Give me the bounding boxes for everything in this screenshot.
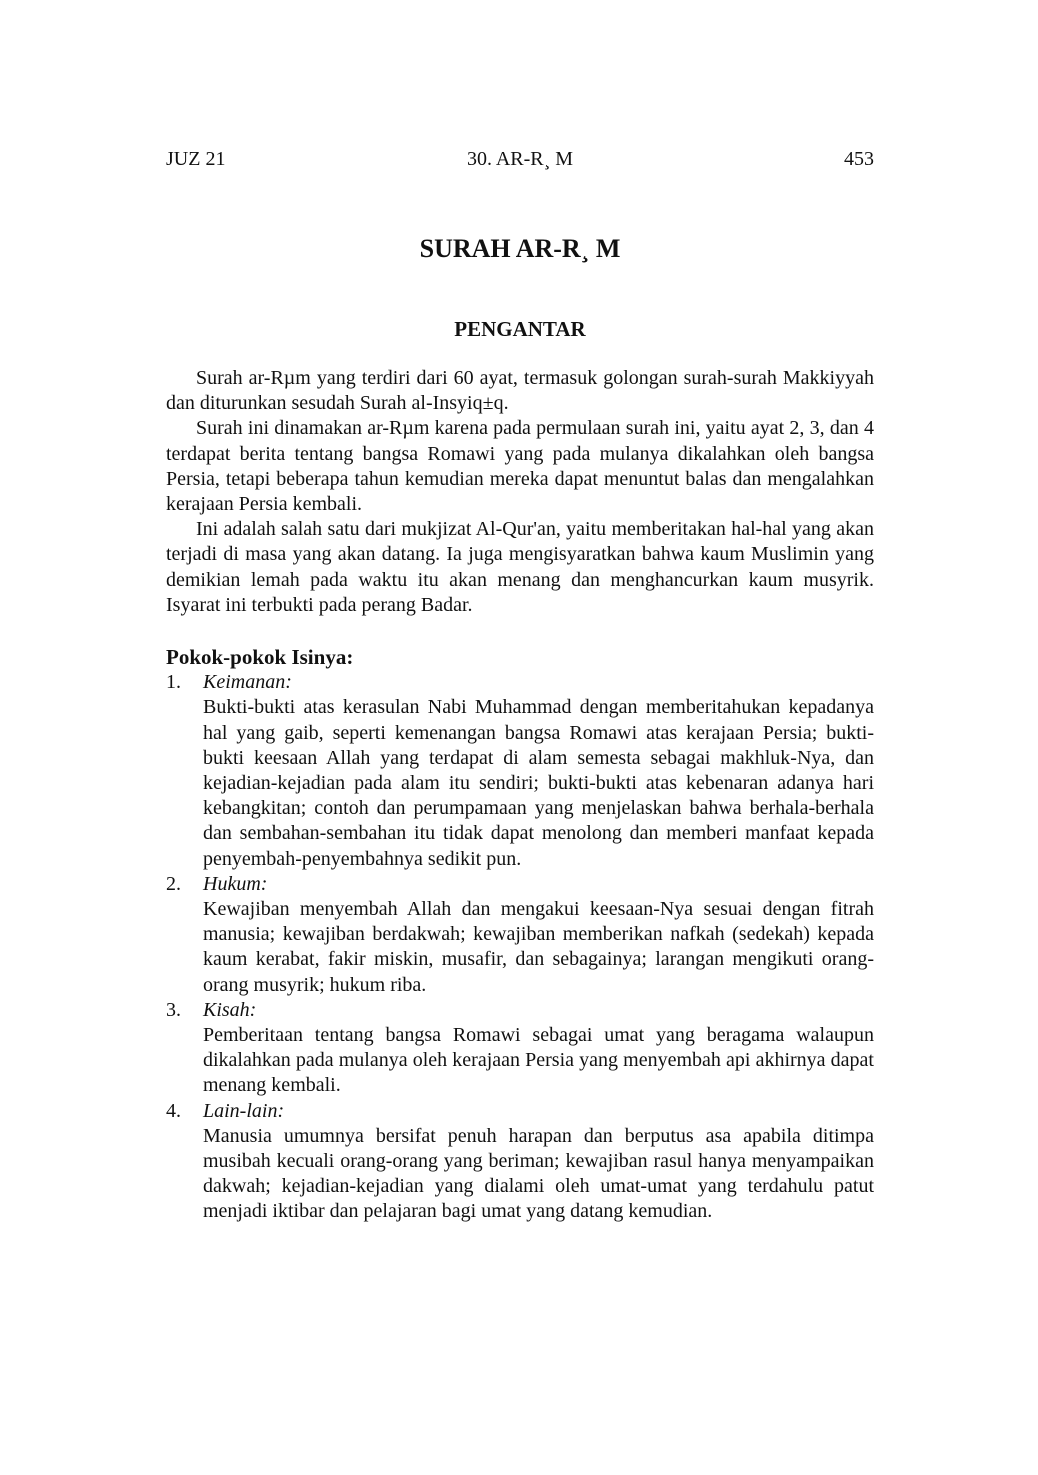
item-body: Pemberitaan tentang bangsa Romawi sebagai umat yang beragama walaupun dikalahkan pada mulanya oleh kerajaan Persia yang menyembah api akhirnya dapat menang kembali. <box>203 1024 874 1097</box>
item-title: Kisah: <box>203 998 257 1021</box>
intro-section <box>166 366 874 618</box>
intro-paragraph: Surah ini dinamakan ar-Rµm karena pada permulaan surah ini, yaitu ayat 2, 3, dan 4 terdapat berita tentang bangsa Romawi yang pada mulanya dikalahkan oleh bangsa Persia, tetapi beberapa tahun kemudian mereka dapat menuntut balas dan mengalahkan kerajaan Persia kembali. <box>166 417 874 516</box>
juz-label: JUZ 21 <box>166 148 226 170</box>
item-number: 3. <box>166 998 181 1021</box>
surah-title: SURAH AR-R¸ M <box>419 234 621 263</box>
item-number: 2. <box>166 872 181 895</box>
running-header <box>166 146 874 172</box>
item-number: 4. <box>166 1099 181 1122</box>
intro-heading: PENGANTAR <box>454 317 586 341</box>
contents-item <box>166 872 874 998</box>
contents-item <box>166 1099 874 1225</box>
intro-paragraph: Surah ar-Rµm yang terdiri dari 60 ayat, termasuk golongan surah-surah Makkiyyah dan diturunkan sesudah Surah al-Insyiq±q. <box>166 367 874 415</box>
item-number: 1. <box>166 671 181 694</box>
item-title: Lain-lain: <box>203 1099 285 1122</box>
contents-section <box>166 645 874 1225</box>
item-body: Manusia umumnya bersifat penuh harapan dan berputus asa apabila ditimpa musibah kecuali orang-orang yang beriman; kewajiban rasul hanya menyampaikan dakwah; kejadian-kejadian yang dialami oleh umat-umat yang terdahulu patut menjadi iktibar dan pelajaran bagi umat yang datang kemudian. <box>203 1124 874 1223</box>
item-title: Keimanan: <box>203 671 292 694</box>
contents-item <box>166 670 874 872</box>
contents-item <box>166 998 874 1099</box>
item-title: Hukum: <box>203 872 268 895</box>
page-number: 453 <box>844 148 874 170</box>
item-body: Kewajiban menyembah Allah dan mengakui keesaan-Nya sesuai dengan fitrah manusia; kewajiban berdakwah; kewajiban memberikan nafkah (sedekah) kepada kaum kerabat, fakir miskin, musafir, dan sebagainya; larangan mengikuti orang-orang musyrik; hukum riba. <box>203 898 874 996</box>
contents-heading: Pokok-pokok Isinya: <box>166 645 354 669</box>
intro-paragraph: Ini adalah salah satu dari mukjizat Al-Qur'an, yaitu memberitakan hal-hal yang akan terjadi di masa yang akan datang. Ia juga mengisyaratkan bahwa kaum Muslimin yang demikian lemah pada waktu itu akan menang dan menghancurkan kaum musyrik. Isyarat ini terbukti pada perang Badar. <box>166 518 874 616</box>
item-body: Bukti-bukti atas kerasulan Nabi Muhammad dengan memberitahukan kepadanya hal yang gaib, seperti kemenangan bangsa Romawi atas kerajaan Persia; bukti-bukti keesaan Allah yang terdapat di alam semesta sebagai makhluk-Nya, dan kejadian-kejadian pada alam itu sendiri; bukti-bukti atas kebenaran adanya hari kebangkitan; contoh dan perumpamaan yang menjelaskan bahwa berhala-berhala dan sembahan-sembahan itu tidak dapat menolong dan memberi manfaat kepada penyembah-penyembahnya sedikit pun. <box>203 696 874 870</box>
surah-running-title: 30. AR-R¸ M <box>466 148 574 170</box>
